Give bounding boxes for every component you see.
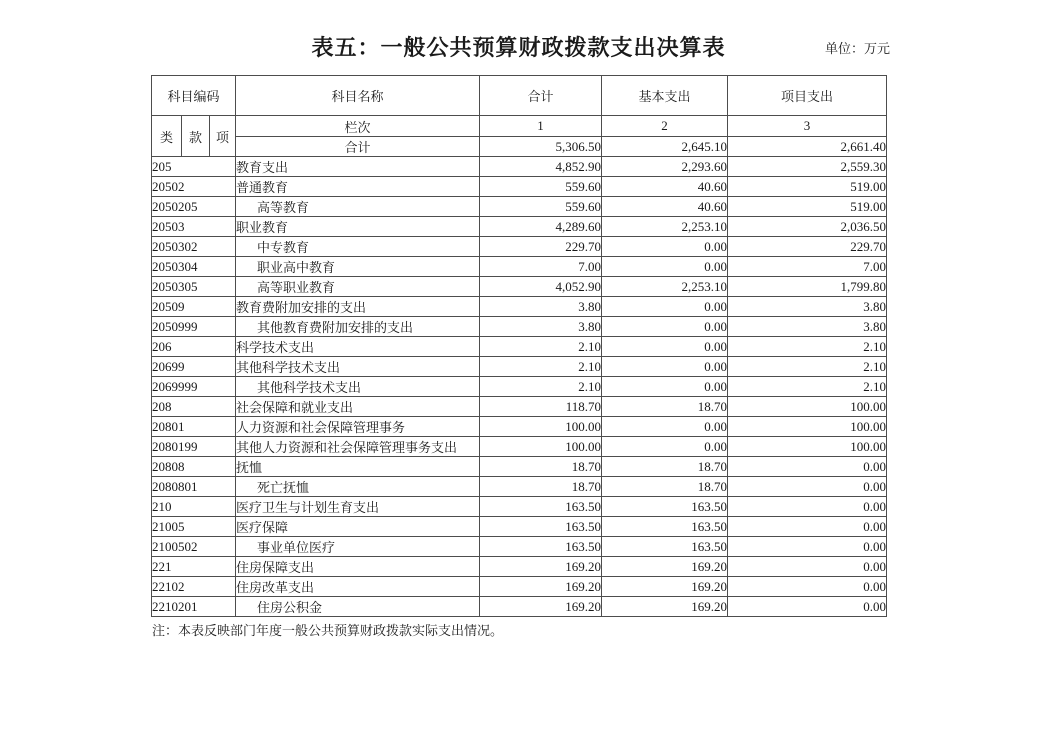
project-expenditure-cell: 0.00 bbox=[728, 477, 887, 497]
total-cell: 7.00 bbox=[480, 257, 602, 277]
header-project-expenditure: 项目支出 bbox=[728, 76, 887, 116]
code-cell: 2080199 bbox=[152, 437, 236, 457]
table-row bbox=[152, 397, 887, 417]
unit-label: 单位：万元 bbox=[824, 41, 890, 56]
column-index-label: 栏次 bbox=[236, 116, 480, 137]
header-code-class: 类 bbox=[152, 116, 182, 157]
column-index-3: 3 bbox=[728, 116, 887, 137]
basic-expenditure-cell: 18.70 bbox=[602, 397, 728, 417]
basic-expenditure-cell: 0.00 bbox=[602, 337, 728, 357]
header-code-item: 项 bbox=[210, 116, 236, 157]
table-row bbox=[152, 337, 887, 357]
name-cell: 住房改革支出 bbox=[236, 577, 480, 597]
total-cell: 4,852.90 bbox=[480, 157, 602, 177]
project-expenditure-cell: 0.00 bbox=[728, 597, 887, 617]
table-row bbox=[152, 417, 887, 437]
basic-expenditure-cell: 0.00 bbox=[602, 417, 728, 437]
basic-expenditure-cell: 2,253.10 bbox=[602, 277, 728, 297]
table-row bbox=[152, 357, 887, 377]
name-cell: 死亡抚恤 bbox=[236, 477, 480, 497]
basic-expenditure-cell: 169.20 bbox=[602, 577, 728, 597]
name-cell: 中专教育 bbox=[236, 237, 480, 257]
project-expenditure-cell: 0.00 bbox=[728, 537, 887, 557]
project-expenditure-cell: 0.00 bbox=[728, 457, 887, 477]
project-expenditure-cell: 2.10 bbox=[728, 377, 887, 397]
name-cell: 职业教育 bbox=[236, 217, 480, 237]
total-cell: 18.70 bbox=[480, 457, 602, 477]
total-cell: 169.20 bbox=[480, 597, 602, 617]
header-basic-expenditure: 基本支出 bbox=[602, 76, 728, 116]
code-cell: 20502 bbox=[152, 177, 236, 197]
table-row bbox=[152, 517, 887, 537]
code-cell: 2050999 bbox=[152, 317, 236, 337]
project-expenditure-cell: 0.00 bbox=[728, 577, 887, 597]
project-expenditure-cell: 1,799.80 bbox=[728, 277, 887, 297]
basic-expenditure-cell: 0.00 bbox=[602, 237, 728, 257]
basic-expenditure-cell: 163.50 bbox=[602, 517, 728, 537]
total-cell: 100.00 bbox=[480, 417, 602, 437]
project-expenditure-cell: 519.00 bbox=[728, 177, 887, 197]
name-cell: 人力资源和社会保障管理事务 bbox=[236, 417, 480, 437]
total-cell: 163.50 bbox=[480, 537, 602, 557]
project-expenditure-cell: 0.00 bbox=[728, 497, 887, 517]
totals-project-cell: 2,661.40 bbox=[728, 137, 887, 157]
project-expenditure-cell: 2.10 bbox=[728, 337, 887, 357]
total-cell: 2.10 bbox=[480, 337, 602, 357]
column-index-1: 1 bbox=[480, 116, 602, 137]
name-cell: 职业高中教育 bbox=[236, 257, 480, 277]
totals-row bbox=[152, 137, 887, 157]
code-cell: 210 bbox=[152, 497, 236, 517]
total-cell: 169.20 bbox=[480, 577, 602, 597]
total-cell: 4,289.60 bbox=[480, 217, 602, 237]
code-cell: 2100502 bbox=[152, 537, 236, 557]
code-cell: 2210201 bbox=[152, 597, 236, 617]
column-index-2: 2 bbox=[602, 116, 728, 137]
totals-label: 合计 bbox=[236, 137, 480, 157]
name-cell: 住房保障支出 bbox=[236, 557, 480, 577]
table-row bbox=[152, 597, 887, 617]
name-cell: 其他人力资源和社会保障管理事务支出 bbox=[236, 437, 480, 457]
total-cell: 118.70 bbox=[480, 397, 602, 417]
name-cell: 高等职业教育 bbox=[236, 277, 480, 297]
page-title: 表五：一般公共预算财政拨款支出决算表 bbox=[311, 35, 726, 60]
table-row bbox=[152, 557, 887, 577]
code-cell: 21005 bbox=[152, 517, 236, 537]
total-cell: 2.10 bbox=[480, 357, 602, 377]
header-subject-code: 科目编码 bbox=[152, 76, 236, 116]
project-expenditure-cell: 0.00 bbox=[728, 557, 887, 577]
basic-expenditure-cell: 163.50 bbox=[602, 497, 728, 517]
project-expenditure-cell: 2,559.30 bbox=[728, 157, 887, 177]
basic-expenditure-cell: 169.20 bbox=[602, 557, 728, 577]
project-expenditure-cell: 0.00 bbox=[728, 517, 887, 537]
code-cell: 2050305 bbox=[152, 277, 236, 297]
table-row bbox=[152, 297, 887, 317]
table-row bbox=[152, 237, 887, 257]
basic-expenditure-cell: 18.70 bbox=[602, 477, 728, 497]
header-row-main bbox=[152, 76, 887, 116]
project-expenditure-cell: 7.00 bbox=[728, 257, 887, 277]
table-row bbox=[152, 477, 887, 497]
header-code-section: 款 bbox=[182, 116, 210, 157]
total-cell: 229.70 bbox=[480, 237, 602, 257]
code-cell: 2050302 bbox=[152, 237, 236, 257]
code-cell: 206 bbox=[152, 337, 236, 357]
name-cell: 住房公积金 bbox=[236, 597, 480, 617]
code-cell: 20808 bbox=[152, 457, 236, 477]
code-cell: 208 bbox=[152, 397, 236, 417]
header-row-column-index bbox=[152, 116, 887, 137]
total-cell: 169.20 bbox=[480, 557, 602, 577]
total-cell: 2.10 bbox=[480, 377, 602, 397]
name-cell: 教育支出 bbox=[236, 157, 480, 177]
table-row bbox=[152, 197, 887, 217]
project-expenditure-cell: 229.70 bbox=[728, 237, 887, 257]
basic-expenditure-cell: 0.00 bbox=[602, 437, 728, 457]
code-cell: 20503 bbox=[152, 217, 236, 237]
code-cell: 2069999 bbox=[152, 377, 236, 397]
table-row bbox=[152, 537, 887, 557]
project-expenditure-cell: 100.00 bbox=[728, 437, 887, 457]
table-row bbox=[152, 157, 887, 177]
code-cell: 2080801 bbox=[152, 477, 236, 497]
table-row bbox=[152, 277, 887, 297]
basic-expenditure-cell: 40.60 bbox=[602, 197, 728, 217]
project-expenditure-cell: 3.80 bbox=[728, 317, 887, 337]
basic-expenditure-cell: 2,293.60 bbox=[602, 157, 728, 177]
name-cell: 普通教育 bbox=[236, 177, 480, 197]
code-cell: 221 bbox=[152, 557, 236, 577]
basic-expenditure-cell: 0.00 bbox=[602, 317, 728, 337]
basic-expenditure-cell: 0.00 bbox=[602, 357, 728, 377]
name-cell: 高等教育 bbox=[236, 197, 480, 217]
table-row bbox=[152, 317, 887, 337]
total-cell: 559.60 bbox=[480, 177, 602, 197]
totals-total-cell: 5,306.50 bbox=[480, 137, 602, 157]
table-row bbox=[152, 497, 887, 517]
table-row bbox=[152, 177, 887, 197]
project-expenditure-cell: 2.10 bbox=[728, 357, 887, 377]
project-expenditure-cell: 100.00 bbox=[728, 397, 887, 417]
name-cell: 其他科学技术支出 bbox=[236, 377, 480, 397]
code-cell: 20699 bbox=[152, 357, 236, 377]
code-cell: 205 bbox=[152, 157, 236, 177]
table-row bbox=[152, 437, 887, 457]
total-cell: 3.80 bbox=[480, 297, 602, 317]
basic-expenditure-cell: 169.20 bbox=[602, 597, 728, 617]
table-row bbox=[152, 257, 887, 277]
project-expenditure-cell: 519.00 bbox=[728, 197, 887, 217]
code-cell: 2050304 bbox=[152, 257, 236, 277]
basic-expenditure-cell: 18.70 bbox=[602, 457, 728, 477]
name-cell: 抚恤 bbox=[236, 457, 480, 477]
name-cell: 其他科学技术支出 bbox=[236, 357, 480, 377]
project-expenditure-cell: 3.80 bbox=[728, 297, 887, 317]
code-cell: 22102 bbox=[152, 577, 236, 597]
basic-expenditure-cell: 2,253.10 bbox=[602, 217, 728, 237]
code-cell: 20509 bbox=[152, 297, 236, 317]
table-row bbox=[152, 377, 887, 397]
basic-expenditure-cell: 0.00 bbox=[602, 377, 728, 397]
header-subject-name: 科目名称 bbox=[236, 76, 480, 116]
basic-expenditure-cell: 0.00 bbox=[602, 257, 728, 277]
basic-expenditure-cell: 40.60 bbox=[602, 177, 728, 197]
totals-basic-cell: 2,645.10 bbox=[602, 137, 728, 157]
basic-expenditure-cell: 163.50 bbox=[602, 537, 728, 557]
name-cell: 其他教育费附加安排的支出 bbox=[236, 317, 480, 337]
total-cell: 4,052.90 bbox=[480, 277, 602, 297]
name-cell: 科学技术支出 bbox=[236, 337, 480, 357]
header-total: 合计 bbox=[480, 76, 602, 116]
name-cell: 社会保障和就业支出 bbox=[236, 397, 480, 417]
name-cell: 医疗卫生与计划生育支出 bbox=[236, 497, 480, 517]
project-expenditure-cell: 2,036.50 bbox=[728, 217, 887, 237]
total-cell: 163.50 bbox=[480, 497, 602, 517]
name-cell: 医疗保障 bbox=[236, 517, 480, 537]
project-expenditure-cell: 100.00 bbox=[728, 417, 887, 437]
total-cell: 559.60 bbox=[480, 197, 602, 217]
table-row bbox=[152, 217, 887, 237]
basic-expenditure-cell: 0.00 bbox=[602, 297, 728, 317]
name-cell: 教育费附加安排的支出 bbox=[236, 297, 480, 317]
code-cell: 2050205 bbox=[152, 197, 236, 217]
table-header bbox=[152, 76, 887, 157]
table-row bbox=[152, 577, 887, 597]
total-cell: 3.80 bbox=[480, 317, 602, 337]
table-row bbox=[152, 457, 887, 477]
total-cell: 163.50 bbox=[480, 517, 602, 537]
total-cell: 100.00 bbox=[480, 437, 602, 457]
footnote: 注：本表反映部门年度一般公共预算财政拨款实际支出情况。 bbox=[152, 623, 504, 638]
code-cell: 20801 bbox=[152, 417, 236, 437]
name-cell: 事业单位医疗 bbox=[236, 537, 480, 557]
budget-table bbox=[151, 75, 887, 617]
total-cell: 18.70 bbox=[480, 477, 602, 497]
table-body bbox=[152, 157, 887, 617]
